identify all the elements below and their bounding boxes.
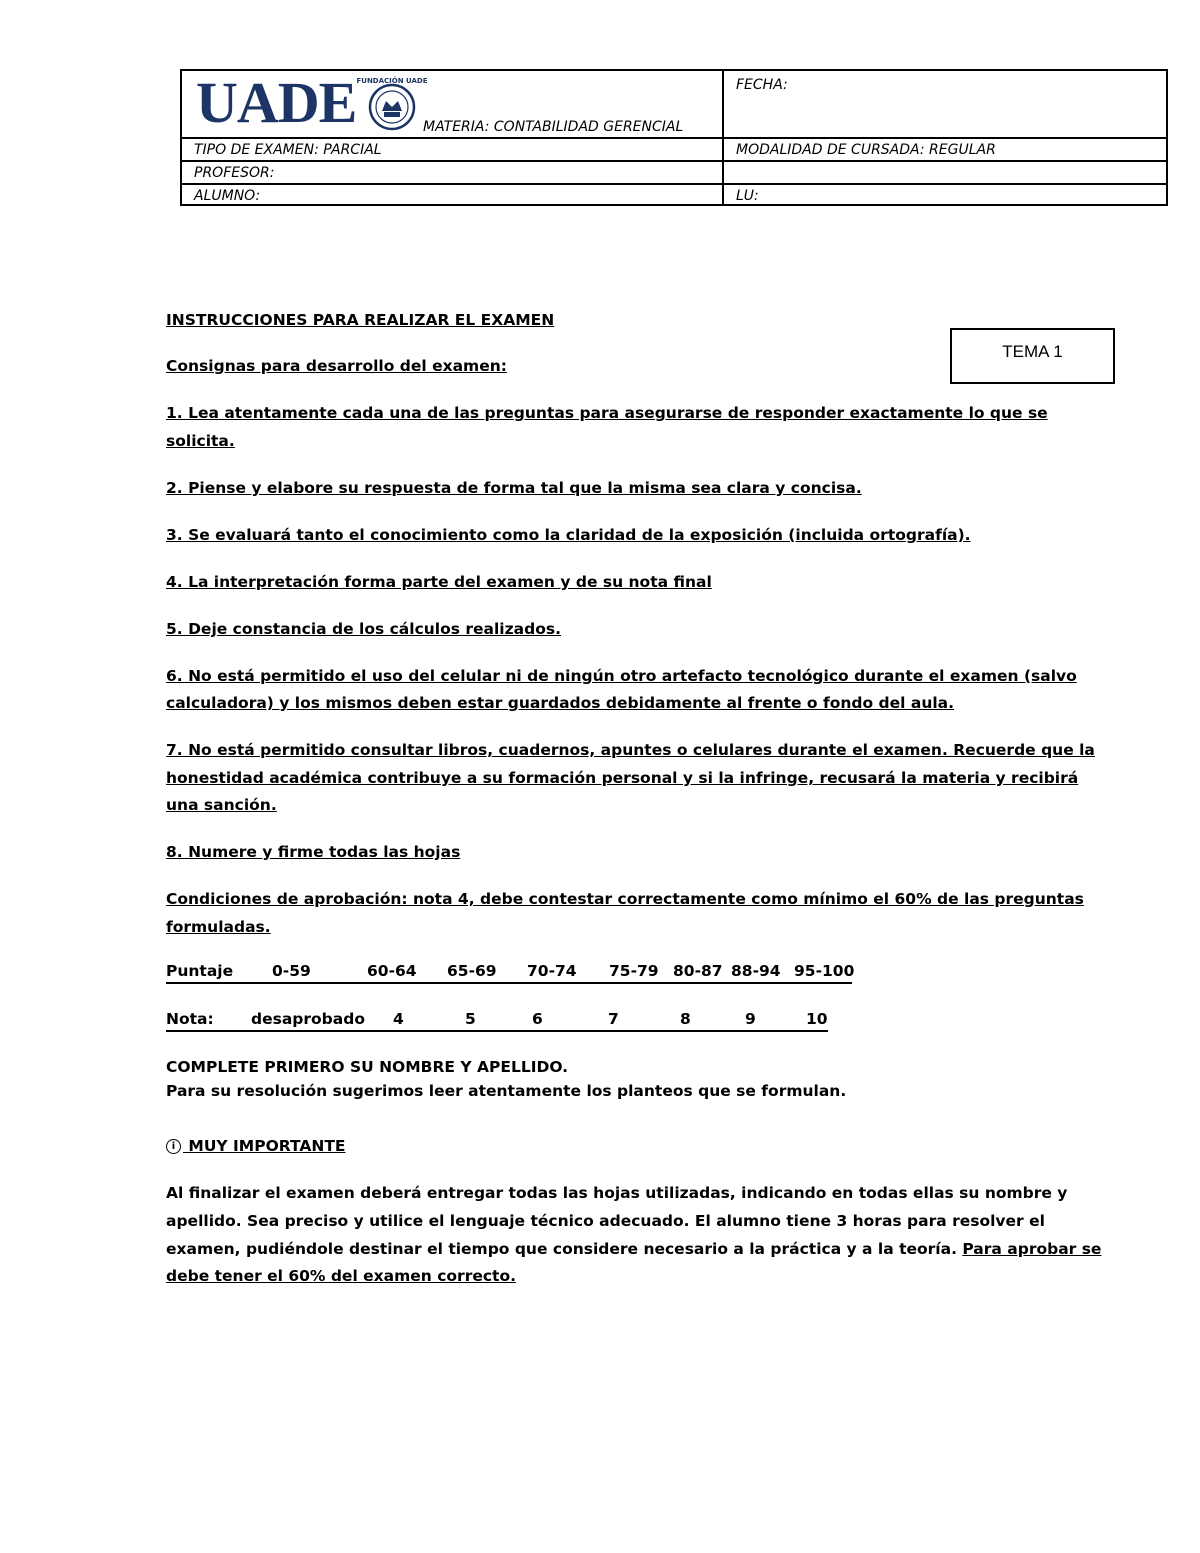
puntaje-range: 75-79 <box>609 962 659 980</box>
instruction-item-1-line-2: solicita. <box>166 432 235 450</box>
tipo-examen-label: TIPO DE EXAMEN: PARCIAL <box>194 142 382 158</box>
instruction-item-6-line-2: calculadora) y los mismos deben estar guardados debidamente al frente o fondo del aula. <box>166 694 955 712</box>
puntaje-range: 80-87 <box>673 962 723 980</box>
svg-text:FUNDACIÓN UADE: FUNDACIÓN UADE <box>356 77 428 85</box>
materia-label: MATERIA: CONTABILIDAD GERENCIAL <box>423 119 684 135</box>
instruction-item-4: 4. La interpretación forma parte del examen y de su nota final <box>166 573 712 591</box>
fundacion-seal-icon <box>356 73 428 137</box>
nota-value: 9 <box>745 1010 756 1028</box>
modalidad-label: MODALIDAD DE CURSADA: REGULAR <box>736 142 996 158</box>
tema-box: TEMA 1 <box>950 328 1115 384</box>
puntaje-range: 0-59 <box>272 962 311 980</box>
instruction-item-2: 2. Piense y elabore su respuesta de forma tal que la misma sea clara y concisa. <box>166 479 862 497</box>
instruction-item-6-line-1: 6. No está permitido el uso del celular ni de ningún otro artefacto tecnológico durante el examen (salvo <box>166 667 1077 685</box>
important-title: MUY IMPORTANTE <box>183 1137 346 1155</box>
puntaje-range: 88-94 <box>731 962 781 980</box>
important-paragraph-line-1: Al finalizar el examen deberá entregar todas las hojas utilizadas, indicando en todas ellas su nombre y <box>166 1184 1068 1202</box>
nota-label: Nota: <box>166 1010 214 1028</box>
important-heading <box>166 1136 346 1156</box>
important-paragraph-line-4: debe tener el 60% del examen correcto. <box>166 1267 516 1285</box>
header-divider-2 <box>182 160 1166 162</box>
uade-logo-text: UADE <box>196 70 357 135</box>
important-paragraph-line-3 <box>166 1239 1101 1259</box>
important-paragraph-line-3-underlined: Para aprobar se <box>962 1240 1102 1258</box>
profesor-field[interactable]: PROFESOR: <box>194 165 275 181</box>
instruction-item-5: 5. Deje constancia de los cálculos realizados. <box>166 620 561 638</box>
condiciones-line-2: formuladas. <box>166 918 271 936</box>
header-divider-1 <box>182 137 1166 139</box>
instruction-item-7-line-1: 7. No está permitido consultar libros, cuadernos, apuntes o celulares durante el examen. Recuerde que la <box>166 741 1095 759</box>
important-paragraph-line-3-text: examen, pudiéndole destinar el tiempo que considere necesario a la práctica y a la teoría. <box>166 1240 963 1258</box>
condiciones-line-1: Condiciones de aprobación: nota 4, debe contestar correctamente como mínimo el 60% de las preguntas <box>166 890 1084 908</box>
instruction-item-1-line-1: 1. Lea atentamente cada una de las preguntas para asegurarse de responder exactamente lo que se <box>166 404 1048 422</box>
puntaje-range: 65-69 <box>447 962 497 980</box>
nota-value: 5 <box>465 1010 476 1028</box>
nota-value: 6 <box>532 1010 543 1028</box>
nota-value: 10 <box>806 1010 828 1028</box>
nota-value: 4 <box>393 1010 404 1028</box>
nota-underline <box>166 1030 828 1032</box>
info-icon: i <box>166 1139 181 1154</box>
nota-value: 7 <box>608 1010 619 1028</box>
puntaje-range: 95-100 <box>794 962 855 980</box>
complete-name-line: COMPLETE PRIMERO SU NOMBRE Y APELLIDO. <box>166 1058 569 1076</box>
nota-value: 8 <box>680 1010 691 1028</box>
instruction-item-3: 3. Se evaluará tanto el conocimiento como la claridad de la exposición (incluida ortografía). <box>166 526 971 544</box>
instruction-item-8: 8. Numere y firme todas las hojas <box>166 843 461 861</box>
alumno-field[interactable]: ALUMNO: <box>194 188 261 204</box>
fecha-field[interactable]: FECHA: <box>736 77 788 93</box>
puntaje-label: Puntaje <box>166 962 234 980</box>
profesor-value-field[interactable] <box>724 165 1164 183</box>
header-divider-3 <box>182 183 1166 185</box>
instruction-item-7-line-2: honestidad académica contribuye a su formación personal y si la infringe, recusará la materia y recibirá <box>166 769 1079 787</box>
important-paragraph-line-2: apellido. Sea preciso y utilice el lenguaje técnico adecuado. El alumno tiene 3 horas para resolver el <box>166 1212 1045 1230</box>
resolution-hint-line: Para su resolución sugerimos leer atentamente los planteos que se formulan. <box>166 1082 847 1100</box>
exam-header-table <box>180 69 1168 206</box>
lu-field[interactable]: LU: <box>736 188 759 204</box>
uade-logo <box>196 70 428 135</box>
instructions-title: INSTRUCCIONES PARA REALIZAR EL EXAMEN <box>166 311 555 329</box>
nota-value: desaprobado <box>251 1010 365 1028</box>
puntaje-underline <box>166 982 852 984</box>
puntaje-range: 70-74 <box>527 962 577 980</box>
instruction-item-7-line-3: una sanción. <box>166 796 277 814</box>
puntaje-range: 60-64 <box>367 962 417 980</box>
consignas-heading: Consignas para desarrollo del examen: <box>166 357 507 375</box>
